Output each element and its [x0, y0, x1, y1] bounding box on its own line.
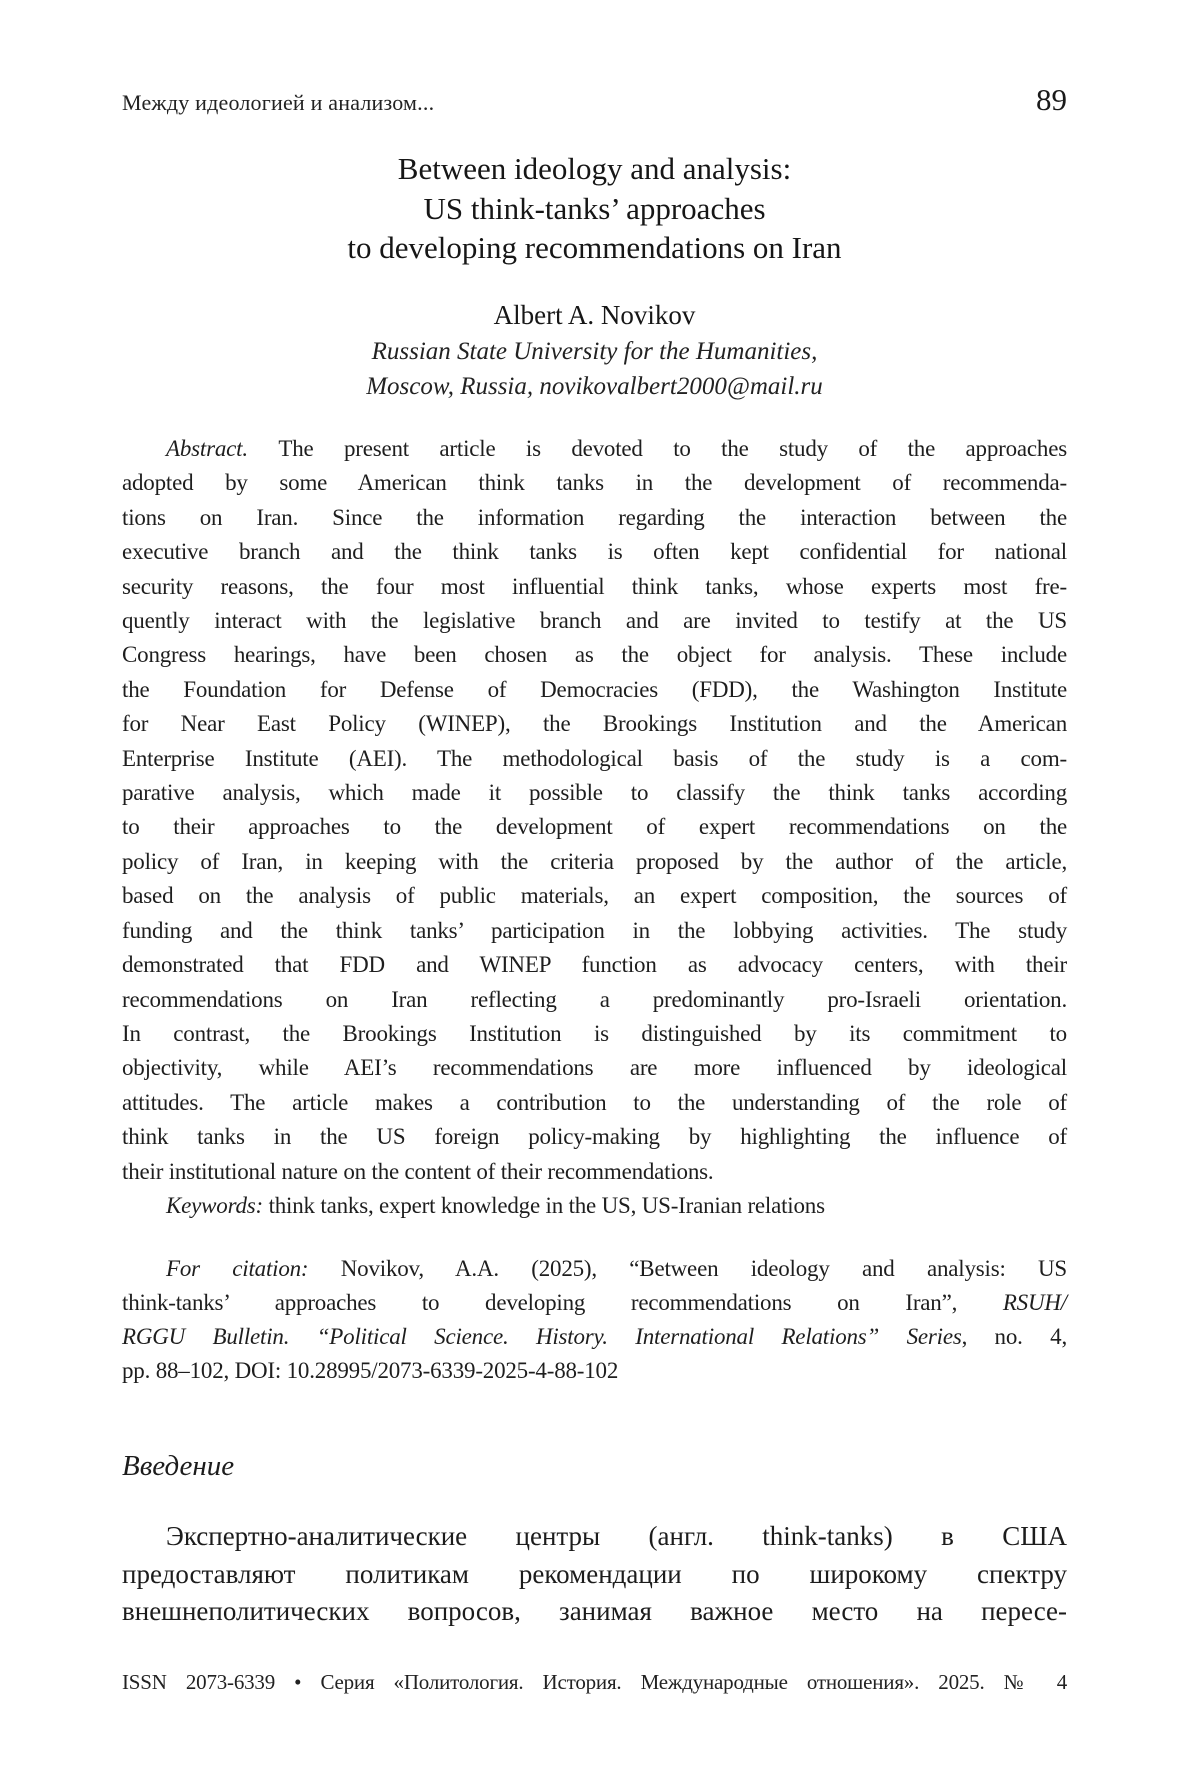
- text-segment: pp. 88–102, DOI: 10.28995/2073-6339-2025-4-88-102: [122, 1358, 619, 1383]
- text-segment: parative analysis, which made it possible to classify the think tanks according: [122, 780, 1067, 806]
- text-segment: , no. 4,: [961, 1324, 1067, 1349]
- text-line: [122, 1593, 1067, 1631]
- text-line: [122, 810, 1067, 844]
- text-line: [122, 638, 1067, 672]
- text-line: [122, 776, 1067, 810]
- text-line: [122, 1189, 1067, 1223]
- abstract-paragraph: [122, 432, 1067, 1223]
- text-segment: funding and the think tanks’ participation in the lobbying activities. The study: [122, 917, 1067, 943]
- text-line: [122, 1354, 1067, 1388]
- text-segment: think-tanks’ approaches to developing recommendations on Iran”,: [122, 1290, 1003, 1315]
- text-line: [122, 1120, 1067, 1154]
- text-line: [122, 914, 1067, 948]
- text-line: Between ideology and analysis:: [397, 151, 792, 186]
- text-line: [122, 1155, 1067, 1189]
- text-segment: for Near East Policy (WINEP), the Brookings Institution and the American: [122, 711, 1067, 737]
- text-line: [122, 501, 1067, 535]
- text-line: [122, 983, 1067, 1017]
- text-line: [122, 879, 1067, 913]
- text-segment: recommendations on Iran reflecting a predominantly pro-Israeli orientation.: [122, 986, 1067, 1012]
- text-line: [122, 1286, 1067, 1320]
- text-line: [122, 535, 1067, 569]
- author-affiliation: [122, 334, 1067, 404]
- text-line: Moscow, Russia, novikovalbert2000@mail.ru: [366, 373, 823, 400]
- page-header: [122, 82, 1067, 118]
- italic-text-segment: RGGU Bulletin. “Political Science. History. International Relations” Series: [122, 1324, 962, 1349]
- text-line: Russian State University for the Humanities,: [371, 338, 818, 365]
- article-title: [122, 149, 1067, 268]
- text-segment: policy of Iran, in keeping with the criteria proposed by the author of the article,: [122, 848, 1067, 874]
- text-segment: Novikov, A.A. (2025), “Between ideology and analysis: US: [340, 1256, 1067, 1281]
- introduction-heading: Введение: [122, 1450, 235, 1482]
- text-line: [122, 1017, 1067, 1051]
- text-segment: demonstrated that FDD and WINEP function as advocacy centers, with their: [122, 952, 1067, 978]
- text-segment: Enterprise Institute (AEI). The methodological basis of the study is a com-: [122, 745, 1067, 771]
- text-segment: the Foundation for Defense of Democracies (FDD), the Washington Institute: [122, 676, 1067, 702]
- text-line: [122, 742, 1067, 776]
- text-line: [122, 707, 1067, 741]
- text-segment: Экспертно-аналитические центры (англ. think-tanks) в США: [166, 1521, 1067, 1551]
- text-segment: their institutional nature on the content of their recommendations.: [122, 1158, 714, 1184]
- text-segment: think tanks, expert knowledge in the US, US-Iranian relations: [268, 1192, 825, 1218]
- for-citation-paragraph: [122, 1252, 1067, 1388]
- text-line: [122, 1252, 1067, 1286]
- text-segment: tions on Iran. Since the information regarding the interaction between the: [122, 504, 1067, 530]
- text-line: to developing recommendations on Iran: [347, 230, 842, 265]
- text-segment: based on the analysis of public materials, an expert composition, the sources of: [122, 883, 1067, 909]
- text-segment: Congress hearings, have been chosen as the object for analysis. These include: [122, 642, 1067, 668]
- text-line: [122, 845, 1067, 879]
- text-line: US think-tanks’ approaches: [423, 190, 766, 226]
- text-segment: The present article is devoted to the study of the approaches: [278, 436, 1067, 461]
- text-segment: предоставляют политикам рекомендации по широкому спектру: [122, 1558, 1067, 1589]
- text-line: [122, 1320, 1067, 1354]
- text-line: [122, 570, 1067, 604]
- page-footer: ISSN 2073-6339 • Серия «Политология. История. Международные отношения». 2025. № 4: [122, 1670, 1067, 1694]
- text-segment: think tanks in the US foreign policy-making by highlighting the influence of: [122, 1124, 1067, 1150]
- text-segment: In contrast, the Brookings Institution is distinguished by its commitment to: [122, 1020, 1067, 1046]
- text-segment: security reasons, the four most influential think tanks, whose experts most fre-: [122, 573, 1067, 599]
- text-line: [122, 673, 1067, 707]
- italic-text-segment: Keywords:: [166, 1192, 269, 1218]
- text-line: [122, 948, 1067, 982]
- text-line: [122, 1086, 1067, 1120]
- page-number: 89: [1036, 82, 1067, 117]
- text-segment: внешнеполитических вопросов, занимая важное место на пересе-: [122, 1596, 1067, 1626]
- text-segment: objectivity, while AEI’s recommendations are more influenced by ideological: [122, 1055, 1067, 1081]
- text-line: [122, 432, 1067, 466]
- text-segment: to their approaches to the development of expert recommendations on the: [122, 814, 1067, 840]
- text-line: [122, 1051, 1067, 1085]
- italic-text-segment: Abstract.: [166, 436, 279, 461]
- running-head: Между идеологией и анализом...: [122, 90, 435, 115]
- text-segment: executive branch and the think tanks is often kept confidential for national: [122, 539, 1067, 565]
- text-line: [122, 1556, 1067, 1594]
- text-segment: adopted by some American think tanks in the development of recommenda-: [122, 470, 1067, 496]
- italic-text-segment: RSUH/: [1002, 1290, 1067, 1315]
- text-line: [122, 466, 1067, 500]
- introduction-paragraph: [122, 1518, 1067, 1631]
- text-line: [122, 604, 1067, 638]
- byline: [122, 296, 1067, 404]
- text-segment: quently interact with the legislative branch and are invited to testify at the US: [122, 608, 1067, 634]
- author-name: Albert A. Novikov: [493, 300, 696, 330]
- text-line: [122, 1518, 1067, 1556]
- text-segment: attitudes. The article makes a contribution to the understanding of the role of: [122, 1089, 1067, 1115]
- italic-text-segment: For citation:: [166, 1256, 341, 1281]
